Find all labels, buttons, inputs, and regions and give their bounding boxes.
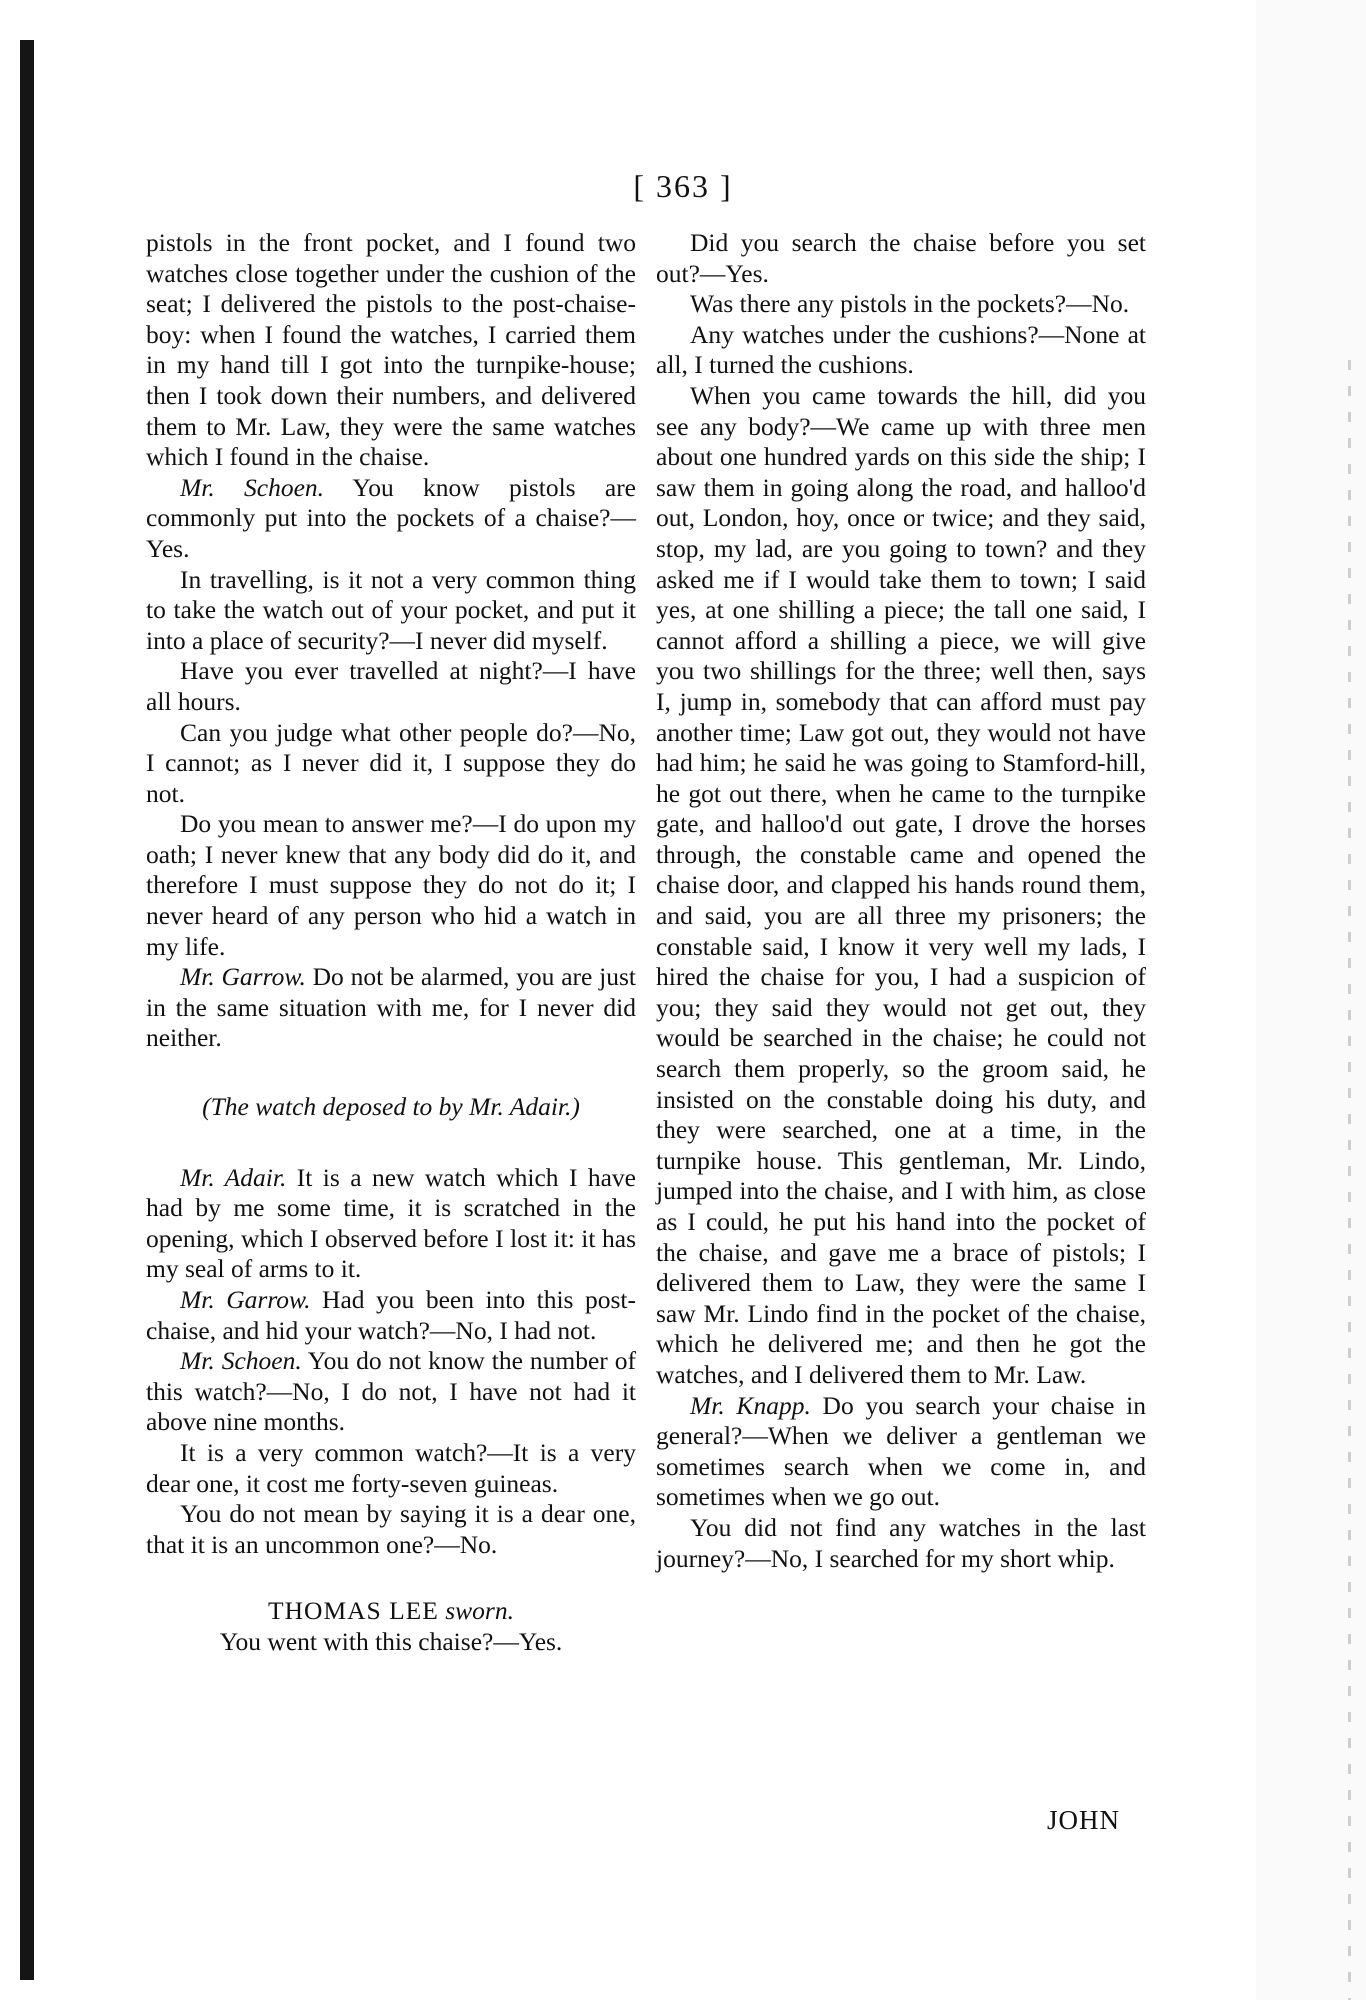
paragraph <box>146 473 636 565</box>
speaker-name: Mr. Garrow. <box>180 962 306 992</box>
paragraph <box>146 1285 636 1346</box>
right-column <box>656 228 1146 1574</box>
paragraph <box>146 962 636 1054</box>
paragraph: In travelling, is it not a very common thing to take the watch out of your pocket, and put it into a place of security?—I never did myself. <box>146 564 636 655</box>
paragraph: When you came towards the hill, did you see any body?—We came up with three men about one hundred yards on this side the ship; I saw them in going along the road, and halloo'd out, London, hoy, once or twice; and they said, stop, my lad, are you going to town? and they asked me if I would take them to town; I said yes, at one shilling a piece; the tall one said, I cannot afford a shilling a piece, we will give you two shillings for the three; well then, says I, jump in, somebody that can afford must pay another time; Law got out, they would not have had him; he said he was going to Stamford-hill, he got out there, when he came to the turnpike gate, and halloo'd out gate, I drove the horses through, the constable came and opened the chaise door, and clapped his hands round them, and said, you are all three my prisoners; the constable said, I know it very well my lads, I hired the chaise for you, I had a suspicion of you; they said they would not get out, they would be searched in the chaise; he could not search them properly, so the groom said, he insisted on the constable doing his duty, and they were searched, one at a time, in the turnpike house. This gentleman, Mr. Lindo, jumped into the chaise, and I with him, as close as I could, he put his hand into the pocket of the chaise, and gave me a brace of pistols; I delivered them to Law, they were the same I saw Mr. Lindo find in the pocket of the chaise, which he delivered me; and then he got the watches, and I delivered them to Mr. Law. <box>656 380 1146 1389</box>
witness-name: THOMAS LEE <box>268 1596 439 1626</box>
speaker-name: Mr. Schoen. <box>180 472 325 502</box>
paragraph: Was there any pistols in the pockets?—No. <box>690 289 1130 319</box>
paragraph-text: Do not be alarmed, you are just in the same situation with me, for I never did neither. <box>146 962 636 1053</box>
paragraph: Have you ever travelled at night?—I have all hours. <box>146 656 636 716</box>
paragraph-text: It is a new watch which I have had by me some time, it is scratched in the opening, which I observed before I lost it: it has my seal of arms to it. <box>146 1162 637 1284</box>
paragraph: Did you search the chaise before you set out?—Yes. <box>656 228 1146 288</box>
left-column <box>146 228 636 1658</box>
sworn-label: sworn. <box>438 1596 514 1626</box>
exhibit-caption: (The watch deposed to by Mr. Adair.) <box>202 1092 580 1122</box>
paragraph: Do you mean to answer me?—I do upon my oath; I never knew that any body did do it, and therefore I must suppose they do not do it; I never heard of any person who hid a watch in my life. <box>146 809 636 961</box>
page-number: [ 363 ] <box>633 168 733 204</box>
witness-heading <box>146 1596 636 1627</box>
speaker-name: Mr. Schoen. <box>180 1346 302 1376</box>
paragraph <box>146 1163 636 1285</box>
scan-artifact <box>1348 360 1351 2000</box>
book-spine-shadow <box>20 40 34 1980</box>
paragraph-text: You know pistols are commonly put into the pockets of a chaise?—Yes. <box>146 472 637 563</box>
paragraph: You went with this chaise?—Yes. <box>219 1626 563 1656</box>
paragraph: You do not mean by saying it is a dear one, that it is an uncommon one?—No. <box>146 1499 636 1559</box>
paragraph-text: Had you been into this post-chaise, and hid your watch?—No, I had not. <box>146 1285 636 1345</box>
page-edge <box>1256 0 1366 2000</box>
paragraph-text: You do not know the number of this watch?—No, I do not, I have not had it above nine months. <box>146 1346 636 1437</box>
paragraph <box>146 1346 636 1438</box>
paragraph: Can you judge what other people do?—No, I cannot; as I never did it, I suppose they do not. <box>146 717 636 808</box>
speaker-name: Mr. Knapp. <box>690 1390 811 1420</box>
catchword: JOHN <box>1047 1805 1121 1835</box>
paragraph <box>656 1391 1146 1513</box>
paragraph: Any watches under the cushions?—None at all, I turned the cushions. <box>656 319 1146 380</box>
paragraph: It is a very common watch?—It is a very dear one, it cost me forty-seven guineas. <box>146 1437 636 1498</box>
speaker-name: Mr. Garrow. <box>180 1285 311 1314</box>
paragraph: pistols in the front pocket, and I found two watches close together under the cushion of the seat; I delivered the pistols to the post-chaise-boy: when I found the watches, I carried them in my hand till I got into the turnpike-house; then I took down their numbers, and delivered them to Mr. Law, they were the same watches which I found in the chaise. <box>146 228 636 472</box>
paragraph-text: Do you search your chaise in general?—When we deliver a gentleman we sometimes search when we come in, and sometimes when we go out. <box>656 1390 1146 1512</box>
speaker-name: Mr. Adair. <box>180 1162 287 1192</box>
paragraph: You did not find any watches in the last journey?—No, I searched for my short whip. <box>656 1512 1146 1573</box>
